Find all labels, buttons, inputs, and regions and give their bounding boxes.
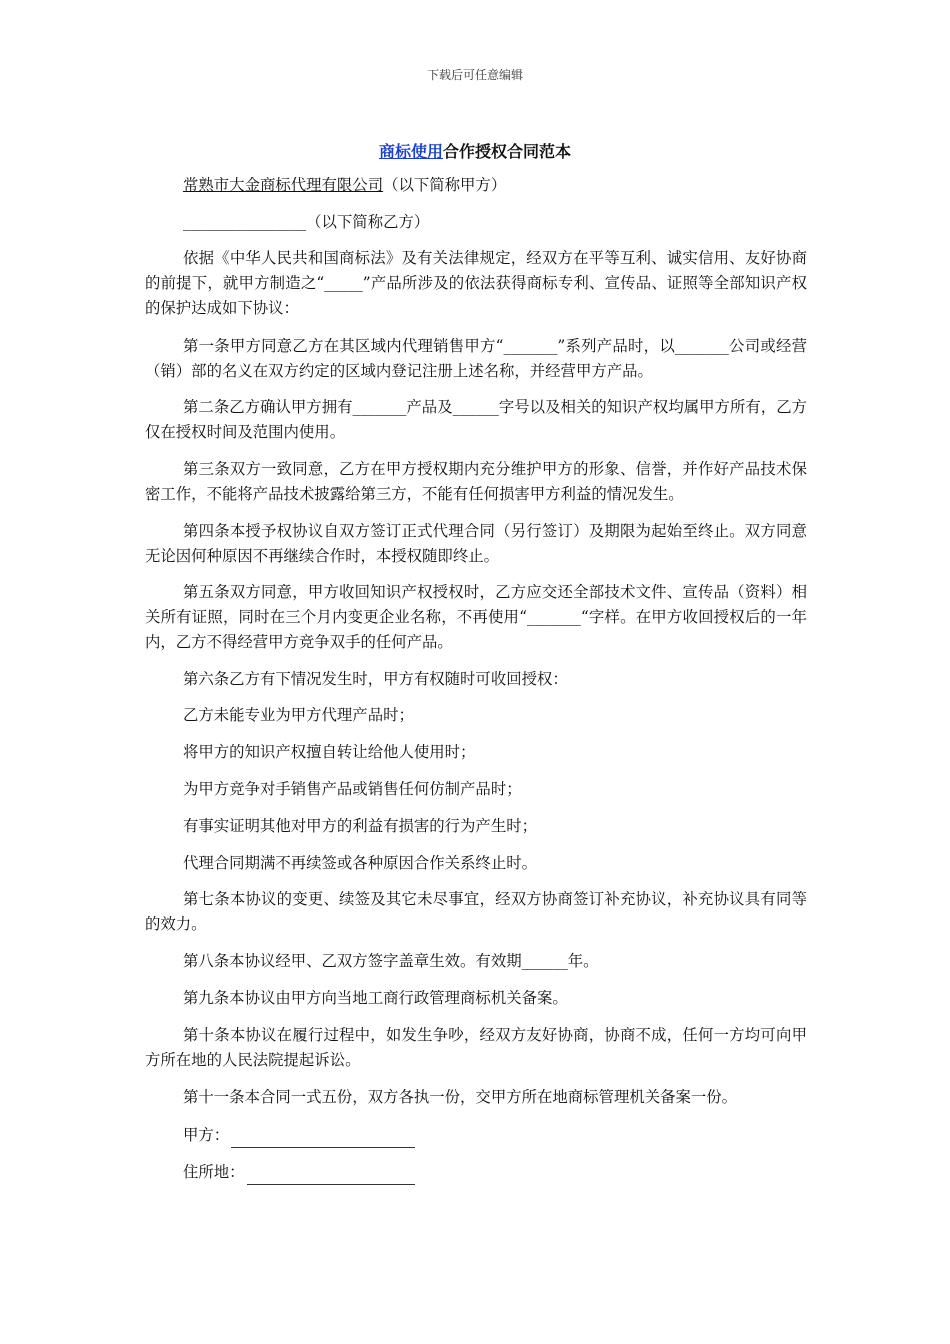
signature-address: [145, 1160, 807, 1185]
page-header-note: 下载后可任意编辑: [426, 68, 523, 82]
party-a-suffix: （以下简称甲方）: [383, 176, 507, 194]
party-b-blank: ________________: [183, 213, 307, 231]
paragraph-article-1: 第一条甲方同意乙方在其区域内代理销售甲方“_______”系列产品时，以_______公司或经营（销）部的名义在双方约定的区域内登记注册上述名称，并经营甲方产品。: [145, 337, 807, 380]
list-item-condition-5: 代理合同期满不再续签或各种原因合作关系终止时。: [183, 854, 537, 872]
party-a-label: 甲方：: [183, 1126, 230, 1144]
paragraph-article-6: 第六条乙方有下情况发生时，甲方有权随时可收回授权：: [183, 670, 568, 688]
paragraph-article-10: 第十条本协议在履行过程中，如发生争吵，经双方友好协商，协商不成，任何一方均可向甲方所在地的人民法院提起诉讼。: [145, 1026, 807, 1069]
title-rest: 合作授权合同范本: [443, 142, 572, 161]
paragraph-article-3: 第三条双方一致同意，乙方在甲方授权期内充分维护甲方的形象、信誉，并作好产品技术保密工作，不能将产品技术披露给第三方，不能有任何损害甲方利益的情况发生。: [145, 460, 807, 503]
paragraph-article-7: 第七条本协议的变更、续签及其它未尽事宜，经双方协商签订补充协议，补充协议具有同等的效力。: [145, 890, 807, 933]
paragraph-article-9: 第九条本协议由甲方向当地工商行政管理商标机关备案。: [183, 989, 568, 1007]
list-item-condition-2: 将甲方的知识产权擅自转让给他人使用时；: [183, 743, 476, 761]
paragraph-intro: 依据《中华人民共和国商标法》及有关法律规定，经双方在平等互利、诚实信用、友好协商的前提下，就甲方制造之“_____”产品所涉及的依法获得商标专利、宣传品、证照等全部知识产权的保护达成如下协议：: [145, 249, 807, 317]
party-b-suffix: （以下简称乙方）: [306, 213, 430, 231]
list-item-condition-4: 有事实证明其他对甲方的利益有损害的行为产生时；: [183, 817, 537, 835]
list-item-condition-1: 乙方未能专业为甲方代理产品时；: [183, 706, 414, 724]
address-label: 住所地：: [183, 1163, 245, 1181]
list-item-condition-3: 为甲方竞争对手销售产品或销售任何仿制产品时；: [183, 780, 522, 798]
paragraph-article-11: 第十一条本合同一式五份，双方各执一份，交甲方所在地商标管理机关备案一份。: [183, 1088, 738, 1106]
party-a-name: 常熟市大金商标代理有限公司: [183, 176, 384, 194]
document-title: [0, 139, 950, 162]
paragraph-article-8: 第八条本协议经甲、乙双方签字盖章生效。有效期______年。: [183, 952, 599, 970]
paragraph-article-4: 第四条本授予权协议自双方签订正式代理合同（另行签订）及期限为起始至终止。双方同意无论因何种原因不再继续合作时，本授权随即终止。: [145, 522, 807, 565]
title-link[interactable]: 商标使用: [378, 142, 443, 161]
party-a-signature-line[interactable]: [231, 1129, 415, 1148]
address-signature-line[interactable]: [247, 1166, 415, 1185]
paragraph-article-5: 第五条双方同意，甲方收回知识产权授权时，乙方应交还全部技术文件、宣传品（资料）相关所有证照，同时在三个月内变更企业名称，不再使用“_______“字样。在甲方收回授权后的一年内，乙方不得经营甲方竞争双手的任何产品。: [145, 583, 807, 651]
signature-party-a: [145, 1123, 807, 1148]
party-b-line: [145, 210, 807, 235]
paragraph-article-2: 第二条乙方确认甲方拥有_______产品及______字号以及相关的知识产权均属甲方所有，乙方仅在授权时间及范围内使用。: [145, 398, 807, 441]
party-a-line: [145, 173, 807, 198]
